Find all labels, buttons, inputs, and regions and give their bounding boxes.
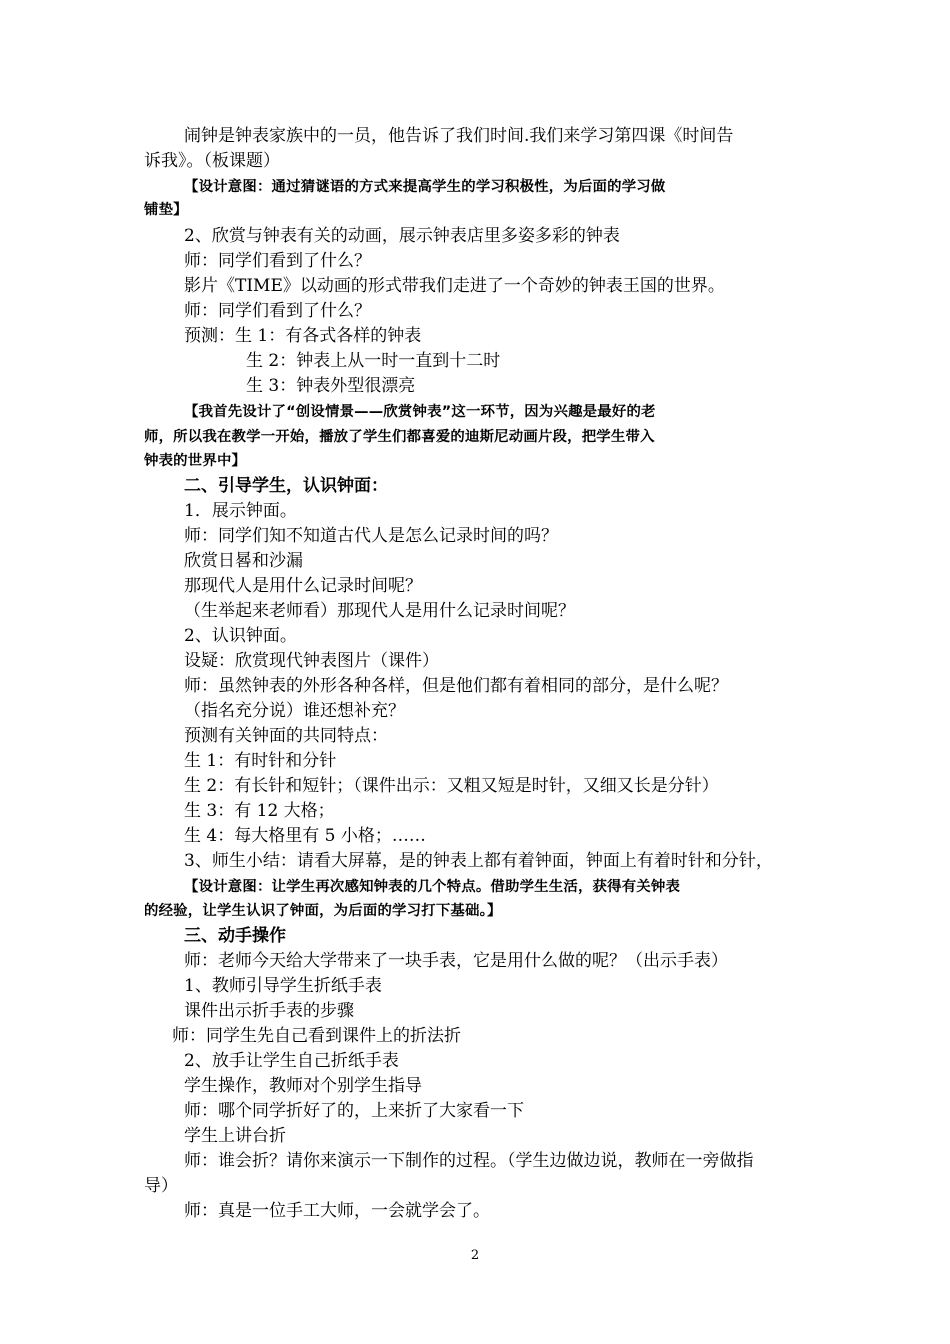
- body-line: 师：同学生先自己看到课件上的折法折: [172, 1026, 461, 1046]
- body-line: 1．展示钟面。: [184, 501, 297, 521]
- body-line: 课件出示折手表的步骤: [184, 1001, 354, 1021]
- body-line: 影片《TIME》以动画的形式带我们走进了一个奇妙的钟表王国的世界。: [184, 276, 725, 296]
- body-line: （生举起来老师看）那现代人是用什么记录时间呢？: [184, 601, 575, 621]
- design-note-line: 的经验，让学生认识了钟面，为后面的学习打下基础。】: [144, 903, 502, 919]
- body-line: 预测：生 1：有各式各样的钟表: [184, 326, 422, 346]
- body-line: 师：谁会折？请你来演示一下制作的过程。（学生边做边说，教师在一旁做指: [184, 1151, 754, 1171]
- body-line: 生 1：有时针和分针: [184, 751, 337, 771]
- design-note-line: 师，所以我在教学一开始，播放了学生们都喜爱的迪斯尼动画片段，把学生带入: [144, 429, 655, 445]
- body-line: 师：同学们知不知道古代人是怎么记录时间的吗？: [184, 526, 558, 546]
- body-line: 2、认识钟面。: [184, 626, 297, 646]
- page-number: 2: [470, 1248, 480, 1263]
- design-note-line: 【设计意图：通过猜谜语的方式来提高学生的学习积极性，为后面的学习做: [184, 179, 666, 195]
- design-note-line: 铺垫】: [144, 202, 188, 218]
- body-line: 那现代人是用什么记录时间呢？: [184, 576, 422, 596]
- body-line: 预测有关钟面的共同特点：: [184, 726, 388, 746]
- body-line: 2、放手让学生自己折纸手表: [184, 1051, 399, 1071]
- body-line: 闹钟是钟表家族中的一员，他告诉了我们时间.我们来学习第四课《时间告: [184, 126, 734, 146]
- body-line: 欣赏日晷和沙漏: [184, 551, 303, 571]
- design-note-line: 【我首先设计了“创设情景——欣赏钟表”这一环节，因为兴趣是最好的老: [184, 404, 656, 420]
- design-note-line: 钟表的世界中】: [144, 453, 247, 469]
- body-line: 学生操作，教师对个别学生指导: [184, 1076, 422, 1096]
- body-line: 师：虽然钟表的外形各种各样，但是他们都有着相同的部分，是什么呢？: [184, 676, 728, 696]
- body-line: 1、教师引导学生折纸手表: [184, 976, 382, 996]
- body-line: 2、欣赏与钟表有关的动画，展示钟表店里多姿多彩的钟表: [184, 226, 620, 246]
- body-line: 3、师生小结：请看大屏幕，是的钟表上都有着钟面，钟面上有着时针和分针，: [184, 851, 773, 871]
- body-line: （指名充分说）谁还想补充？: [184, 701, 405, 721]
- body-line: 设疑：欣赏现代钟表图片（课件）: [184, 651, 439, 671]
- body-line: 导）: [144, 1176, 178, 1196]
- body-line: 生 2：钟表上从一时一直到十二时: [246, 351, 501, 371]
- section-heading: 三、动手操作: [184, 926, 286, 946]
- body-line: 诉我》。（板课题）: [144, 151, 280, 171]
- body-line: 师：同学们看到了什么？: [184, 301, 371, 321]
- body-line: 生 3：有 12 大格；: [184, 801, 335, 821]
- section-heading: 二、引导学生，认识钟面：: [184, 476, 388, 496]
- body-line: 师：真是一位手工大师，一会就学会了。: [184, 1201, 490, 1221]
- body-line: 师：哪个同学折好了的，上来折了大家看一下: [184, 1101, 524, 1121]
- body-line: 学生上讲台折: [184, 1126, 286, 1146]
- body-line: 生 3：钟表外型很漂亮: [246, 376, 416, 396]
- body-line: 师：同学们看到了什么？: [184, 251, 371, 271]
- body-line: 生 2：有长针和短针；（课件出示：又粗又短是时针，又细又长是分针）: [184, 776, 719, 796]
- body-line: 生 4：每大格里有 5 小格；……: [184, 826, 426, 846]
- design-note-line: 【设计意图：让学生再次感知钟表的几个特点。借助学生生活，获得有关钟表: [184, 879, 681, 895]
- body-line: 师：老师今天给大学带来了一块手表，它是用什么做的呢？（出示手表）: [184, 951, 728, 971]
